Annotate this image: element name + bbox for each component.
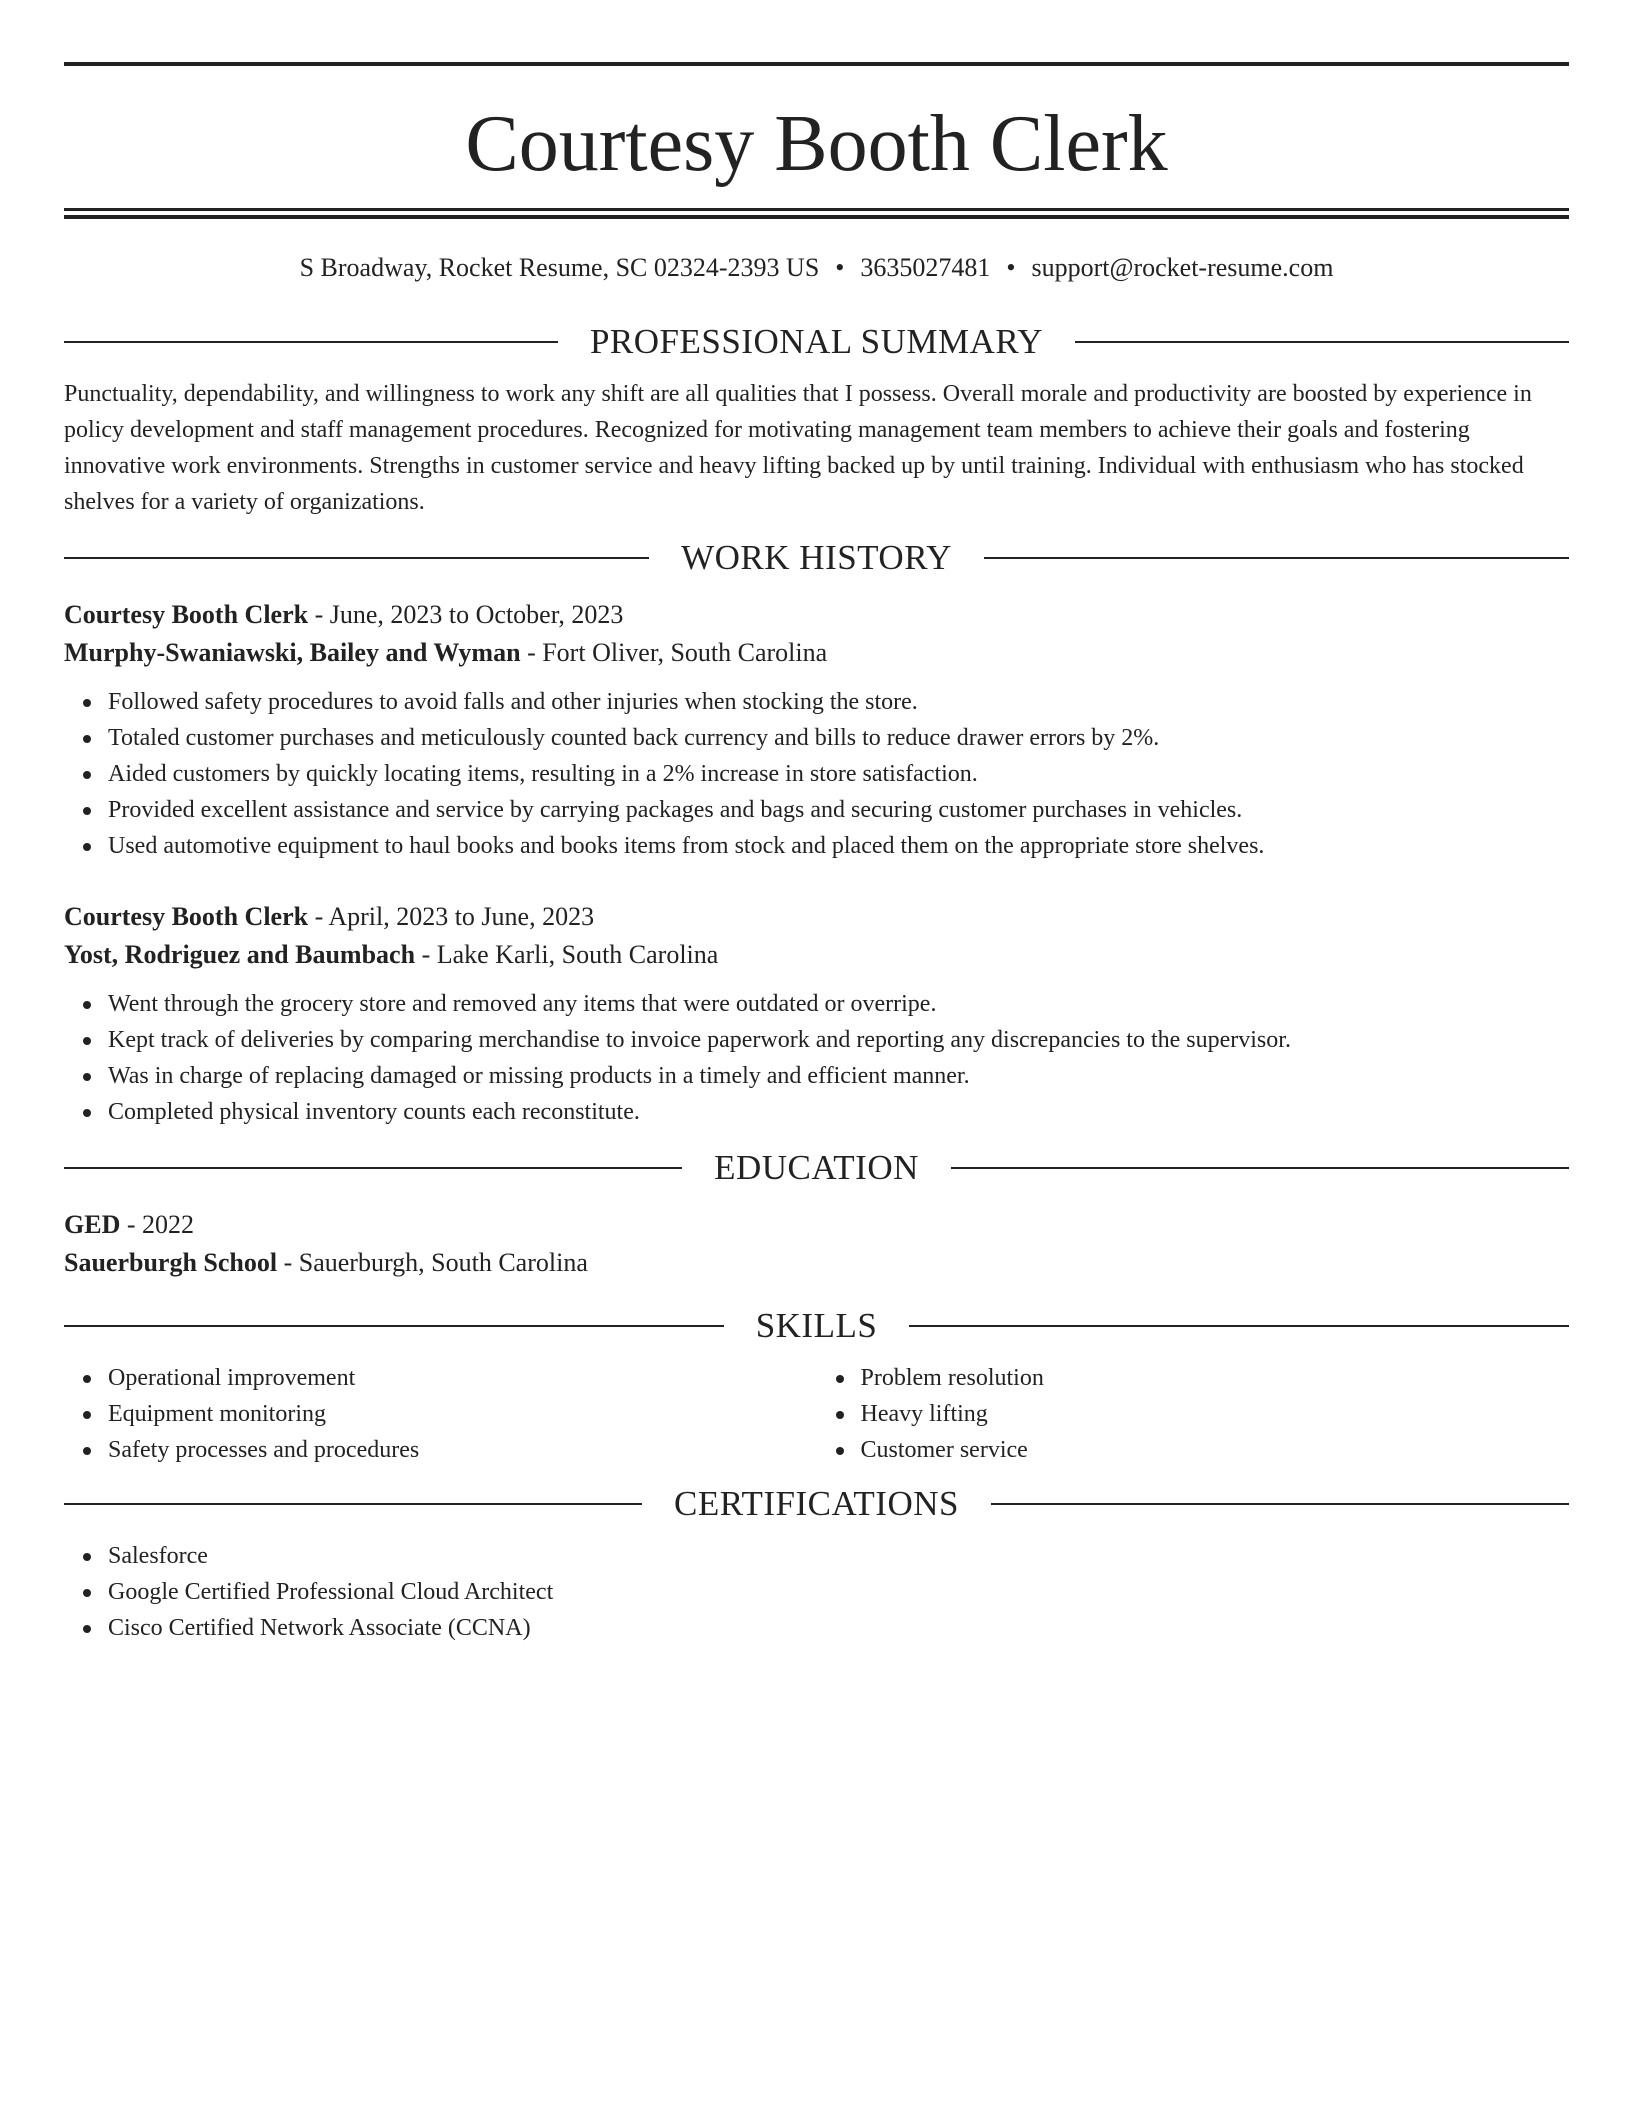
summary-title: PROFESSIONAL SUMMARY (589, 322, 1044, 361)
employer-line (64, 634, 1569, 672)
school-line (64, 1244, 1569, 1282)
list-item: Heavy lifting (861, 1396, 1570, 1432)
degree-line (64, 1206, 1569, 1244)
list-item: Equipment monitoring (108, 1396, 817, 1432)
job-title-line (64, 596, 1569, 634)
employer-location: - Fort Oliver, South Carolina (520, 638, 828, 667)
employer-name: Murphy-Swaniawski, Bailey and Wyman (64, 638, 521, 667)
education-heading (64, 1146, 1569, 1190)
contact-separator: • (835, 253, 845, 282)
job-dates: - April, 2023 to June, 2023 (308, 902, 595, 931)
job-title: Courtesy Booth Clerk (64, 600, 309, 629)
skills-grid (64, 1360, 1569, 1468)
heading-rule-left (64, 1167, 682, 1169)
list-item: Problem resolution (861, 1360, 1570, 1396)
employer-line (64, 936, 1569, 974)
contact-address: S Broadway, Rocket Resume, SC 02324-2393 US (299, 253, 820, 282)
skills-heading (64, 1304, 1569, 1348)
heading-rule-right (984, 557, 1569, 559)
certifications-title: CERTIFICATIONS (674, 1484, 959, 1523)
work-history-title: WORK HISTORY (681, 538, 952, 577)
heading-rule-right (951, 1167, 1569, 1169)
list-item: Totaled customer purchases and meticulously counted back currency and bills to reduce drawer errors by 2%. (108, 720, 1569, 756)
education-entry (64, 1206, 1569, 1282)
school-location: - Sauerburgh, South Carolina (277, 1248, 588, 1277)
list-item: Went through the grocery store and removed any items that were outdated or overripe. (108, 986, 1569, 1022)
summary-text: Punctuality, dependability, and willingness to work any shift are all qualities that I possess. Overall morale and productivity are boosted by experience in policy development and staff management procedures. Recognized for motivating management team members to achieve their goals and fostering innovative work environments. Strengths in customer service and heavy lifting backed up by until training. Individual with enthusiasm who has stocked shelves for a variety of organizations. (64, 381, 1532, 515)
heading-rule-right (1075, 341, 1569, 343)
list-item: Kept track of deliveries by comparing merchandise to invoice paperwork and reporting any discrepancies to the supervisor. (108, 1022, 1569, 1058)
list-item: Google Certified Professional Cloud Architect (108, 1574, 1569, 1610)
skills-right-column (817, 1360, 1570, 1468)
contact-separator: • (1006, 253, 1016, 282)
education-title: EDUCATION (714, 1148, 919, 1187)
degree-year: - 2022 (120, 1210, 195, 1239)
work-history-heading (64, 536, 1569, 580)
list-item: Followed safety procedures to avoid falls and other injuries when stocking the store. (108, 684, 1569, 720)
job-title-line (64, 898, 1569, 936)
header-double-rule (64, 208, 1569, 219)
candidate-name: Courtesy Booth Clerk (465, 100, 1168, 188)
list-item: Cisco Certified Network Associate (CCNA) (108, 1610, 1569, 1646)
list-item: Was in charge of replacing damaged or missing products in a timely and efficient manner. (108, 1058, 1569, 1094)
header-top-rule (64, 62, 1569, 66)
heading-rule-left (64, 341, 558, 343)
skills-left-column (64, 1360, 817, 1468)
heading-rule-right (909, 1325, 1569, 1327)
heading-rule-left (64, 1325, 724, 1327)
list-item: Operational improvement (108, 1360, 817, 1396)
list-item: Provided excellent assistance and service by carrying packages and bags and securing customer purchases in vehicles. (108, 792, 1569, 828)
certifications-heading (64, 1482, 1569, 1526)
employer-name: Yost, Rodriguez and Baumbach (64, 940, 416, 969)
degree: GED (64, 1210, 121, 1239)
job-bullets (64, 684, 1569, 864)
contact-phone[interactable]: 3635027481 (860, 253, 991, 282)
heading-rule-left (64, 557, 649, 559)
job-entry (64, 898, 1569, 1130)
list-item: Safety processes and procedures (108, 1432, 817, 1468)
skills-title: SKILLS (755, 1306, 878, 1345)
list-item: Customer service (861, 1432, 1570, 1468)
job-entry (64, 596, 1569, 864)
job-bullets (64, 986, 1569, 1130)
list-item: Used automotive equipment to haul books and books items from stock and placed them on the appropriate store shelves. (108, 828, 1569, 864)
certifications-list (64, 1538, 1569, 1646)
employer-location: - Lake Karli, South Carolina (415, 940, 719, 969)
heading-rule-left (64, 1503, 642, 1505)
summary-heading (64, 320, 1569, 364)
list-item: Aided customers by quickly locating items, resulting in a 2% increase in store satisfaction. (108, 756, 1569, 792)
contact-line (64, 250, 1569, 286)
list-item: Completed physical inventory counts each reconstitute. (108, 1094, 1569, 1130)
job-title: Courtesy Booth Clerk (64, 902, 309, 931)
job-dates: - June, 2023 to October, 2023 (308, 600, 624, 629)
contact-email[interactable]: support@rocket-resume.com (1031, 253, 1334, 282)
heading-rule-right (991, 1503, 1569, 1505)
resume-page (64, 62, 1569, 1646)
school-name: Sauerburgh School (64, 1248, 278, 1277)
list-item: Salesforce (108, 1538, 1569, 1574)
